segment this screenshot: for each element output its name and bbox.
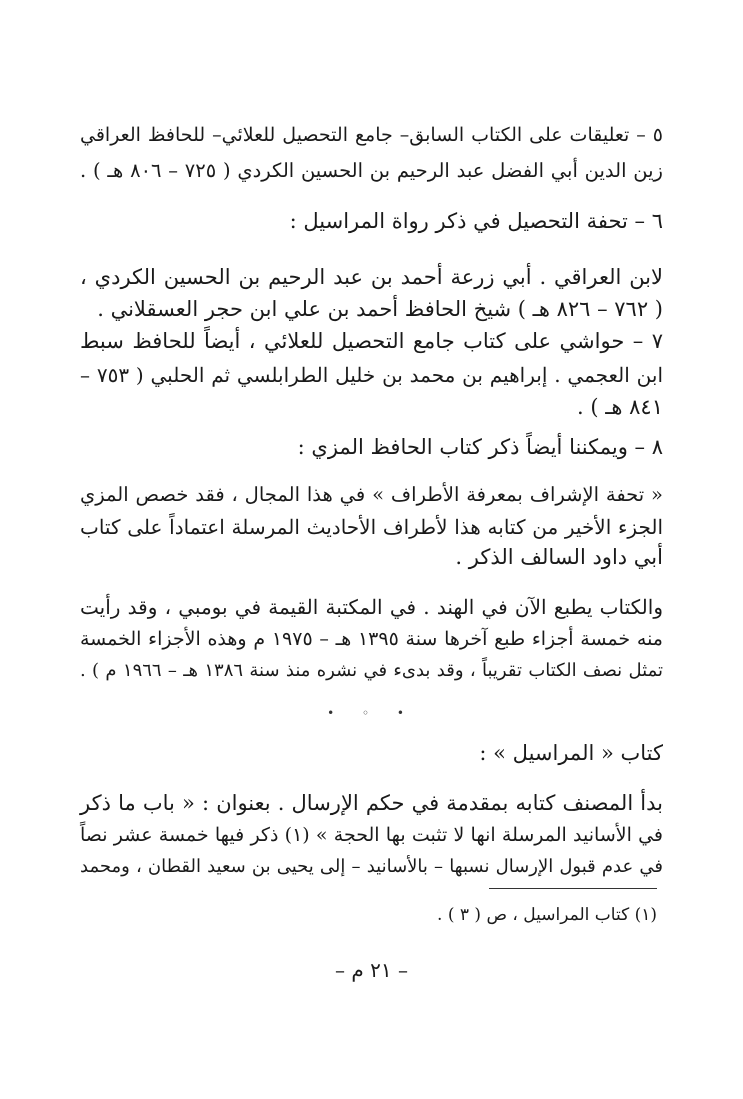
text-line: « تحفة الإشراف بمعرفة الأطراف » في هذا المجال ، فقد خصص المزي <box>80 483 663 506</box>
text-line: ابن العجمي . إبراهيم بن محمد بن خليل الطرابلسي ثم الحلبي ( ٧٥٣ – <box>80 363 664 387</box>
text-line: أبي داود السالف الذكر . <box>455 545 663 569</box>
text-line: ٧ – حواشي على كتاب جامع التحصيل للعلائي ، أيضاً للحافظ سبط <box>80 329 663 353</box>
section-heading: كتاب « المراسيل » : <box>479 741 663 765</box>
text-line: زين الدين أبي الفضل عبد الرحيم بن الحسين الكردي ( ٧٢٥ – ٨٠٦ هـ ) . <box>80 159 663 182</box>
text-line: تمثل نصف الكتاب تقريباً ، وقد بدىء في نشره منذ سنة ١٣٨٦ هـ – ١٩٦٦ م ) . <box>80 660 664 681</box>
text-line: لابن العراقي . أبي زرعة أحمد بن عبد الرحيم بن الحسين الكردي ، <box>80 265 663 289</box>
text-line: منه خمسة أجزاء طبع آخرها سنة ١٣٩٥ هـ – ١٩٧٥ م وهذه الأجزاء الخمسة <box>80 628 663 650</box>
section-separator: • ◦ • <box>327 706 416 720</box>
text-line: بدأ المصنف كتابه بمقدمة في حكم الإرسال . بعنوان : « باب ما ذكر <box>80 791 663 815</box>
footnote: (١) كتاب المراسيل ، ص ( ٣ ) . <box>437 905 657 925</box>
numbered-heading: ٨ – ويمكننا أيضاً ذكر كتاب الحافظ المزي : <box>297 435 663 459</box>
text-line: ( ٧٦٢ – ٨٢٦ هـ ) شيخ الحافظ أحمد بن علي ابن حجر العسقلاني . <box>97 297 663 321</box>
text-line: في الأسانيد المرسلة انها لا تثبت بها الحجة » (١) ذكر فيها خمسة عشر نصاً <box>80 824 663 846</box>
text-line: ٨٤١ هـ ) . <box>577 395 663 419</box>
text-line: والكتاب يطبع الآن في الهند . في المكتبة القيمة في بومبي ، وقد رأيت <box>80 595 663 619</box>
footnote-rule <box>489 888 657 889</box>
text-line: الجزء الأخير من كتابه هذا لأطراف الأحاديث المرسلة اعتماداً على كتاب <box>80 515 663 539</box>
text-line: في عدم قبول الإرسال نسبها – بالأسانيد – إلى يحيى بن سعيد القطان ، ومحمد <box>80 856 663 877</box>
text-line: ٥ – تعليقات على الكتاب السابق– جامع التحصيل للعلائي– للحافظ العراقي <box>80 124 663 146</box>
numbered-heading: ٦ – تحفة التحصيل في ذكر رواة المراسيل : <box>289 209 663 233</box>
page-number: – ٢١ م – <box>335 958 408 982</box>
